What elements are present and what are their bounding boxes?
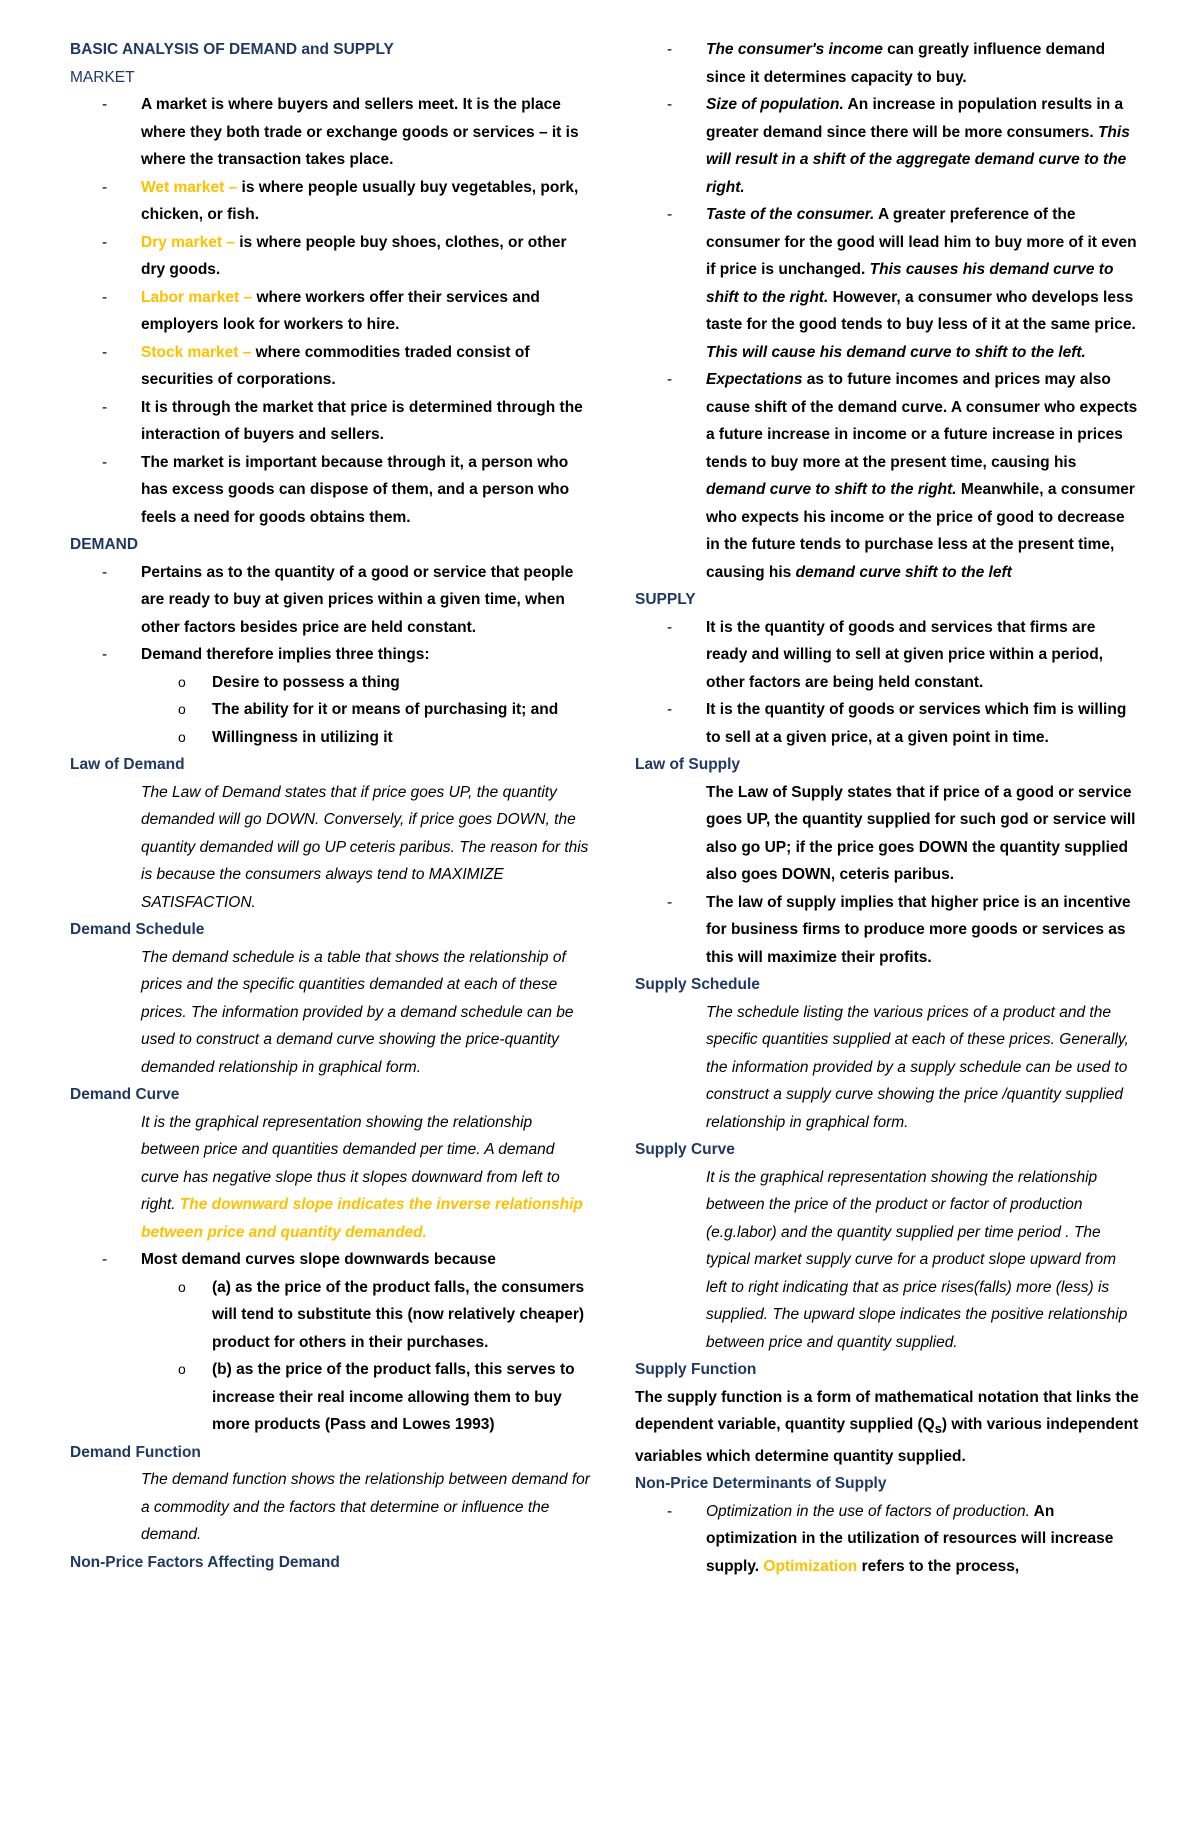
- list-item: - Stock market – where commodities traded consist of securities of corporations.: [70, 339, 590, 394]
- demand-curve-heading: Demand Curve: [70, 1086, 180, 1103]
- supply-schedule-text: The schedule listing the various prices of a product and the specific quantities supplied at each of these prices. Generally, the information provided by a supply schedule can be used to construct a supply curve showing the price /quantity supplied relationship in graphical form.: [706, 1003, 1129, 1131]
- list-item: - Dry market – is where people buy shoes, clothes, or other dry goods.: [70, 229, 590, 284]
- term: Dry market –: [141, 233, 235, 251]
- market-heading: MARKET: [70, 68, 135, 86]
- list-item: - Wet market – is where people usually buy vegetables, pork, chicken, or fish.: [70, 174, 590, 229]
- list-item: - Taste of the consumer. A greater preference of the consumer for the good will lead him to buy more of it even if price is unchanged. This causes his demand curve to shift to the right. However, a consumer who develops less taste for the good tends to buy less of it at the same price. This will cause his demand curve to shift to the left.: [635, 201, 1140, 366]
- list-item: - Size of population. An increase in population results in a greater demand since there will be more consumers. This will result in a shift of the aggregate demand curve to the right.: [635, 91, 1140, 201]
- left-column: [70, 36, 590, 1576]
- list-item: - It is the quantity of goods and services that firms are ready and willing to sell at given price within a period, other factors are being held constant.: [635, 614, 1140, 697]
- list-item: - Demand therefore implies three things:: [70, 641, 590, 669]
- term: Optimization: [763, 1557, 858, 1575]
- supply-function-heading: Supply Function: [635, 1361, 757, 1378]
- list-item: - The law of supply implies that higher price is an incentive for business firms to produce more goods or services as this will maximize their profits.: [635, 889, 1140, 972]
- list-item: - It is the quantity of goods or services which fim is willing to sell at a given price, at a given point in time.: [635, 696, 1140, 751]
- right-column: [635, 36, 1140, 1580]
- demand-schedule-text: The demand schedule is a table that shows the relationship of prices and the specific quantities demanded at each of these prices. The information provided by a demand schedule can be used to construct a demand curve showing the price-quantity demanded relationship in graphical form.: [141, 948, 574, 1076]
- supply-heading: SUPPLY: [635, 591, 696, 608]
- nonprice-demand-heading: Non-Price Factors Affecting Demand: [70, 1553, 340, 1571]
- supply-curve-text: It is the graphical representation showing the relationship between the price of the product or factor of production (e.g.labor) and the quantity supplied per time period . The typical market supply curve for a product slope upward from left to right indicating that as price rises(falls) more (less) is supplied. The upward slope indicates the positive relationship between price and quantity supplied.: [706, 1168, 1128, 1351]
- demand-schedule-heading: Demand Schedule: [70, 921, 205, 938]
- supply-function-text: The supply function is a form of mathematical notation that links the dependent variable, quantity supplied $(Q_s)$ with various independent variables which determine quantity supplied.: [635, 1388, 1139, 1465]
- list-item: - A market is where buyers and sellers meet. It is the place where they both trade or exchange goods or services – it is where the transaction takes place.: [70, 91, 590, 174]
- sub-list-item: o The ability for it or means of purchasing it; and: [70, 696, 590, 724]
- list-item: - Expectations as to future incomes and prices may also cause shift of the demand curve. A consumer who expects a future increase in income or a future increase in prices tends to buy more at the present time, causing his demand curve to shift to the right. Meanwhile, a consumer who expects his income or the price of good to decrease in the future tends to purchase less at the present time, causing his demand curve shift to the left: [635, 366, 1140, 586]
- law-of-demand-text: The Law of Demand states that if price goes UP, the quantity demanded will go DOWN. Conversely, if price goes DOWN, the quantity demanded will go UP ceteris paribus. The reason for this is because the consumers always tend to MAXIMIZE SATISFACTION.: [141, 783, 589, 911]
- list-item: - The market is important because through it, a person who has excess goods can dispose of them, and a person who feels a need for goods obtains them.: [70, 449, 590, 532]
- demand-curve-text: It is the graphical representation showing the relationship between price and quantities demanded per time. A demand curve has negative slope thus it slopes downward from left to right. The downward slope indicates the inverse relationship between price and quantity demanded.: [141, 1113, 583, 1241]
- nonprice-supply-heading: Non-Price Determinants of Supply: [635, 1475, 887, 1493]
- term: Labor market –: [141, 288, 253, 306]
- demand-function-text: The demand function shows the relationship between demand for a commodity and the factors that determine or influence the demand.: [141, 1471, 590, 1543]
- highlight-text: The downward slope indicates the inverse relationship between price and quantity demanded.: [141, 1196, 583, 1241]
- term: Wet market –: [141, 178, 238, 196]
- law-of-supply-heading: Law of Supply: [635, 756, 741, 773]
- supply-schedule-heading: Supply Schedule: [635, 976, 760, 993]
- list-item: - The consumer's income can greatly influence demand since it determines capacity to buy.: [635, 36, 1140, 91]
- term: Stock market –: [141, 343, 252, 361]
- list-item: - It is through the market that price is determined through the interaction of buyers and sellers.: [70, 394, 590, 449]
- list-item: - Labor market – where workers offer their services and employers look for workers to hire.: [70, 284, 590, 339]
- sub-list-item: o Willingness in utilizing it: [70, 724, 590, 752]
- sub-list-item: o (b) as the price of the product falls, this serves to increase their real income allowing them to buy more products (Pass and Lowes 1993): [70, 1356, 590, 1439]
- sub-list-item: o (a) as the price of the product falls, the consumers will tend to substitute this (now relatively cheaper) product for others in their purchases.: [70, 1274, 590, 1357]
- list-item: - Most demand curves slope downwards because: [70, 1246, 590, 1274]
- demand-function-heading: Demand Function: [70, 1443, 201, 1461]
- sub-list-item: o Desire to possess a thing: [70, 669, 590, 697]
- supply-curve-heading: Supply Curve: [635, 1141, 735, 1158]
- law-of-supply-text: The Law of Supply states that if price of a good or service goes UP, the quantity supplied for such god or service will also go UP; if the price goes DOWN the quantity supplied also goes DOWN, ceteris paribus.: [706, 783, 1136, 883]
- document-title: BASIC ANALYSIS OF DEMAND and SUPPLY: [70, 41, 394, 58]
- list-item: - Pertains as to the quantity of a good or service that people are ready to buy at given prices within a given time, when other factors besides price are held constant.: [70, 559, 590, 642]
- demand-heading: DEMAND: [70, 536, 139, 553]
- law-of-demand-heading: Law of Demand: [70, 756, 185, 773]
- list-item: - Optimization in the use of factors of production. An optimization in the utilization of resources will increase supply. Optimization refers to the process,: [635, 1498, 1140, 1581]
